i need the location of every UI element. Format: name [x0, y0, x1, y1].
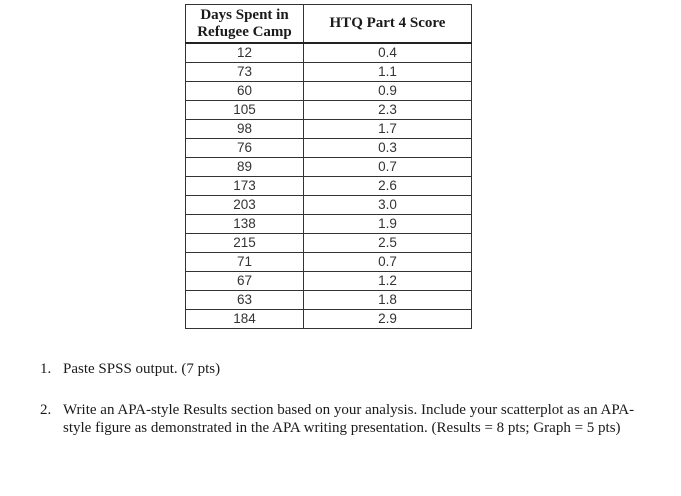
- days-cell: 12: [186, 43, 304, 63]
- days-cell: 89: [186, 158, 304, 177]
- days-cell: 76: [186, 139, 304, 158]
- days-cell: 138: [186, 215, 304, 234]
- table-body: [186, 43, 472, 329]
- htq-score-cell: 2.9: [304, 310, 472, 329]
- htq-score-cell: 2.6: [304, 177, 472, 196]
- column-header-days: Days Spent in Refugee Camp: [186, 5, 304, 44]
- htq-score-cell: 2.5: [304, 234, 472, 253]
- days-cell: 67: [186, 272, 304, 291]
- days-cell: 73: [186, 63, 304, 82]
- htq-score-cell: 1.2: [304, 272, 472, 291]
- table-row: [186, 177, 472, 196]
- days-cell: 63: [186, 291, 304, 310]
- htq-score-cell: 0.9: [304, 82, 472, 101]
- table-row: [186, 43, 472, 63]
- htq-score-cell: 0.7: [304, 158, 472, 177]
- days-cell: 184: [186, 310, 304, 329]
- table-row: [186, 158, 472, 177]
- htq-score-cell: 3.0: [304, 196, 472, 215]
- table-row: [186, 82, 472, 101]
- column-header-htq: HTQ Part 4 Score: [304, 5, 472, 44]
- question-item-2: [36, 401, 656, 437]
- table-row: [186, 101, 472, 120]
- htq-score-cell: 1.1: [304, 63, 472, 82]
- table-row: [186, 120, 472, 139]
- htq-score-cell: 1.8: [304, 291, 472, 310]
- days-cell: 203: [186, 196, 304, 215]
- days-cell: 105: [186, 101, 304, 120]
- days-cell: 215: [186, 234, 304, 253]
- question-item-1: [36, 360, 656, 378]
- days-cell: 98: [186, 120, 304, 139]
- days-cell: 60: [186, 82, 304, 101]
- table-row: [186, 291, 472, 310]
- htq-score-cell: 1.9: [304, 215, 472, 234]
- days-cell: 173: [186, 177, 304, 196]
- table-row: [186, 234, 472, 253]
- htq-score-cell: 0.4: [304, 43, 472, 63]
- htq-score-cell: 0.3: [304, 139, 472, 158]
- table-row: [186, 196, 472, 215]
- table-row: [186, 253, 472, 272]
- table-row: [186, 310, 472, 329]
- table-row: [186, 272, 472, 291]
- question-text: Write an APA-style Results section based on your analysis. Include your scatterplot as an APA-style figure as demonstrated in the APA writing presentation. (Results = 8 pts; Graph = 5 pts): [63, 402, 635, 436]
- table-row: [186, 63, 472, 82]
- table-row: [186, 139, 472, 158]
- question-text: Paste SPSS output. (7 pts): [63, 361, 221, 377]
- table-header-row: [186, 5, 472, 44]
- htq-score-cell: 2.3: [304, 101, 472, 120]
- question-list: [36, 360, 656, 437]
- table-row: [186, 215, 472, 234]
- htq-score-cell: 1.7: [304, 120, 472, 139]
- days-cell: 71: [186, 253, 304, 272]
- data-table: [185, 4, 472, 329]
- question-number: 2.: [40, 402, 52, 418]
- question-number: 1.: [40, 361, 52, 377]
- htq-score-cell: 0.7: [304, 253, 472, 272]
